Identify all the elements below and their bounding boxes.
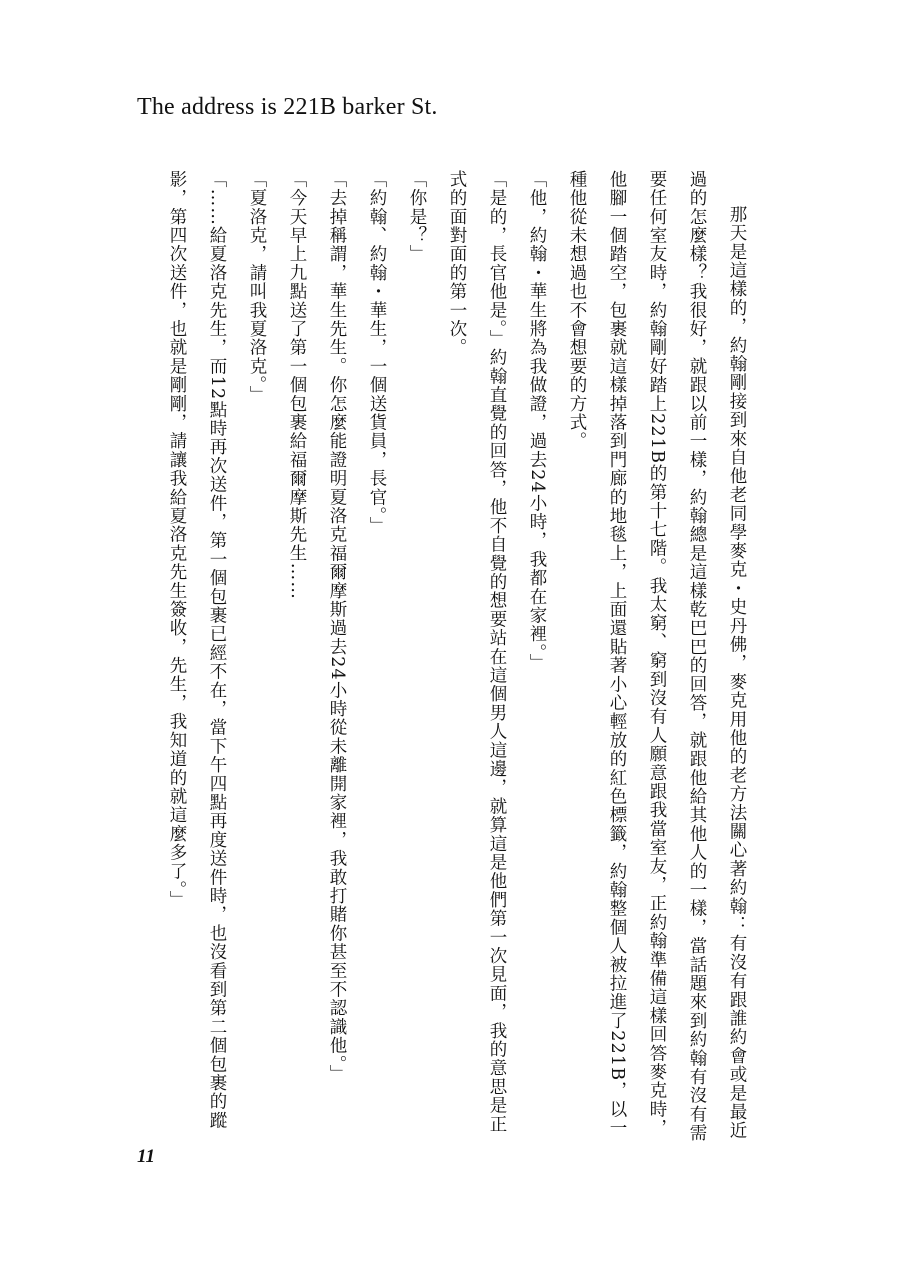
dialogue-line: 「你是？」: [407, 170, 427, 264]
dialogue-line: 「去掉稱謂，華生先生。你怎麼能證明夏洛克福爾摩斯過去24小時從未離開家裡，我敢打賭你甚至不認識他。」: [327, 170, 347, 1084]
page-number: 11: [137, 1146, 155, 1167]
dialogue-line: 「夏洛克，請叫我夏洛克。」: [247, 170, 267, 405]
dialogue-line: 「……給夏洛克先生，而12點時再次送件，第一個包裹已經不在，當下午四點再度送件時，也沒看到第二個包裹的蹤影，第四次送件，也就是剛剛，請讓我給夏洛克先生簽收，先生，我知道的就這麼多了。」: [167, 170, 227, 1130]
dialogue-line: 「他，約翰・華生將為我做證，過去24小時，我都在家裡。」: [527, 170, 547, 673]
dialogue-line: 「是的，長官他是。」約翰直覺的回答，他不自覺的想要站在這個男人這邊，就算這是他們第一次見面，我的意思是正式的面對面的第一次。: [447, 170, 507, 1134]
dialogue-line: 「今天早上九點送了第一個包裹給福爾摩斯先生……: [287, 170, 307, 601]
page-title: The address is 221B barker St.: [137, 94, 438, 120]
narration-paragraph: 那天是這樣的，約翰剛接到來自他老同學麥克・史丹佛，麥克用他的老方法關心著約翰：有沒有跟誰約會或是最近過的怎麼樣？我很好，就跟以前一樣，約翰總是這樣乾巴巴的回答，就跟他給其他人的一樣，當話題來到約翰有沒有需要任何室友時，約翰剛好踏上221B的第十七階。我太窮、窮到沒有人願意跟我當室友，正約翰準備這樣回答麥克時，他腳一個踏空，包裹就這樣掉落到門廊的地毯上，上面還貼著小心輕放的紅色標籤，約翰整個人被拉進了221B，以一種他從未想過也不會想要的方式。: [567, 170, 747, 1143]
vertical-text-body: [157, 170, 775, 1145]
dialogue-line: 「約翰、約翰・華生，一個送貨員，長官。」: [367, 170, 387, 536]
